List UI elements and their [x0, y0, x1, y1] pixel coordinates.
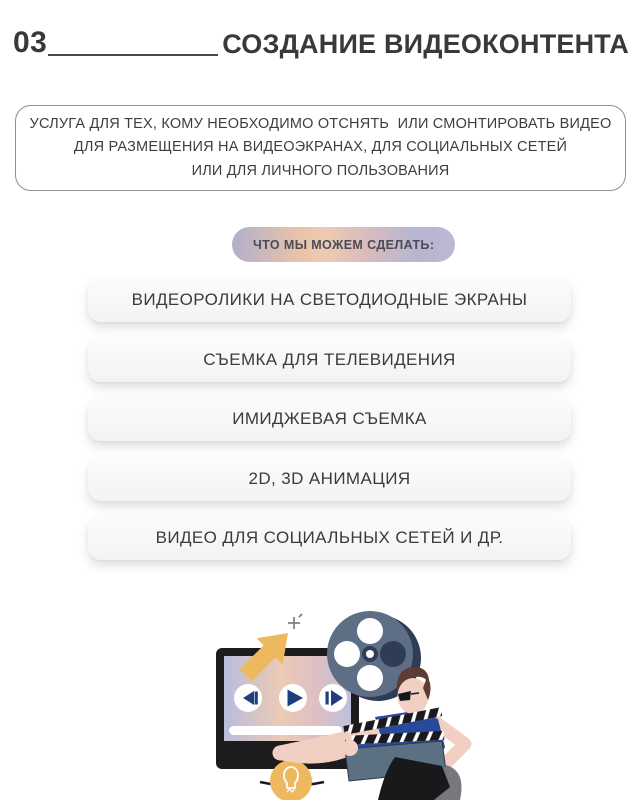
service-item-social-video: ВИДЕО ДЛЯ СОЦИАЛЬНЫХ СЕТЕЙ И ДР.	[88, 516, 571, 560]
services-list	[88, 278, 571, 560]
skip-forward-icon	[319, 684, 347, 712]
skip-back-icon	[234, 684, 262, 712]
page-title: СОЗДАНИЕ ВИДЕОКОНТЕНТА	[222, 29, 629, 59]
intro-line: ДЛЯ РАЗМЕЩЕНИЯ НА ВИДЕОЭКРАНАХ, ДЛЯ СОЦИАЛЬНЫХ СЕТЕЙ	[73, 139, 568, 156]
sparkle-icon	[288, 614, 302, 629]
person-hand	[342, 740, 358, 756]
video-production-illustration	[202, 605, 482, 800]
service-item-animation: 2D, 3D АНИМАЦИЯ	[88, 457, 571, 501]
service-item-image-shooting: ИМИДЖЕВАЯ СЪЕМКА	[88, 397, 571, 441]
header-rule	[48, 54, 218, 56]
section-label-pill: ЧТО МЫ МОЖЕМ СДЕЛАТЬ:	[232, 227, 455, 262]
service-item-tv-shooting: СЪЕМКА ДЛЯ ТЕЛЕВИДЕНИЯ	[88, 338, 571, 382]
play-icon	[279, 684, 307, 712]
intro-line: УСЛУГА ДЛЯ ТЕХ, КОМУ НЕОБХОДИМО ОТСНЯТЬ ИЛИ СМОНТИРОВАТЬ ВИДЕО	[29, 116, 612, 133]
page-number: 03	[13, 26, 48, 59]
intro-box	[15, 105, 626, 191]
intro-line: ИЛИ ДЛЯ ЛИЧНОГО ПОЛЬЗОВАНИЯ	[191, 162, 450, 179]
service-item-led-screens: ВИДЕОРОЛИКИ НА СВЕТОДИОДНЫЕ ЭКРАНЫ	[88, 278, 571, 322]
progress-bar	[229, 726, 342, 735]
